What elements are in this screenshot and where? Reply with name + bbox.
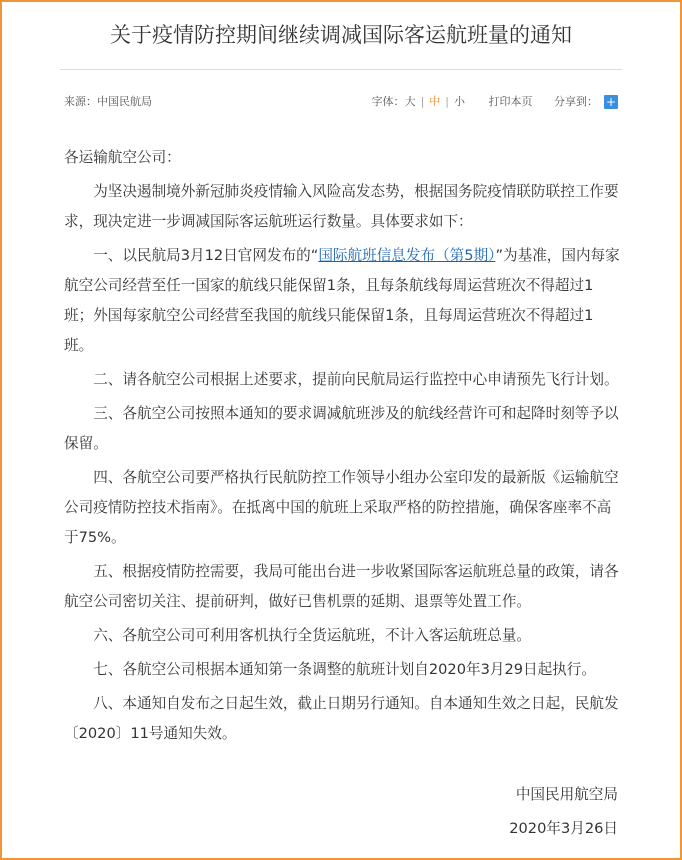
item-1-text-after: ”为基准，国内每家航空公司经营至任一国家的航线只能保留1条，且每条航线每周运营班次不得超过1班；外国每家航空公司经营至我国的航线只能保留1条，且每周运营班次不得超过1班。 [64, 247, 620, 354]
article-tools [372, 92, 618, 112]
item-1-paragraph [64, 241, 622, 361]
item-6-paragraph: 六、各航空公司可利用客机执行全货运航班，不计入客运航班总量。 [93, 627, 532, 644]
font-size-small-button[interactable]: 小 [454, 95, 465, 108]
signature-block [509, 780, 618, 848]
item-5-paragraph: 五、根据疫情防控需要，我局可能出台进一步收紧国际客运航班总量的政策，请各航空公司密切关注、提前研判，做好已售机票的延期、退票等处置工作。 [64, 563, 619, 610]
item-1-text-before: 一、以民航局3月12日官网发布的“ [93, 247, 319, 264]
share-label: 分享到： [554, 95, 598, 108]
item-8-paragraph: 八、本通知自发布之日起生效，截止日期另行通知。自本通知生效之日起，民航发〔2020〕11号通知失效。 [64, 695, 619, 742]
font-size-separator: | [445, 95, 449, 108]
page-title: 关于疫情防控期间继续调减国际客运航班量的通知 [110, 23, 572, 47]
font-size-medium-button[interactable]: 中 [429, 95, 441, 108]
font-size-separator: | [420, 95, 425, 108]
title-divider [60, 69, 622, 70]
item-4-paragraph: 四、各航空公司要严格执行民航防控工作领导小组办公室印发的最新版《运输航空公司疫情防控技术指南》。在抵离中国的航班上采取严格的防控措施，确保客座率不高于75%。 [64, 469, 619, 546]
greeting: 各运输航空公司： [64, 149, 181, 166]
item-3-paragraph: 三、各航空公司按照本通知的要求调减航班涉及的航线经营许可和起降时刻等予以保留。 [64, 405, 619, 452]
item-2-paragraph: 二、请各航空公司根据上述要求，提前向民航局运行监控中心申请预先飞行计划。 [93, 371, 619, 388]
article-body [64, 143, 622, 753]
intro-paragraph: 为坚决遏制境外新冠肺炎疫情输入风险高发态势，根据国务院疫情联防联控工作要求，现决定进一步调减国际客运航班运行数量。具体要求如下： [64, 183, 619, 230]
print-page-link[interactable]: 打印本页 [488, 95, 533, 108]
source-label: 来源：中国民航局 [64, 95, 152, 108]
meta-bar [64, 92, 618, 112]
flight-info-link[interactable]: 国际航班信息发布（第5期） [318, 247, 496, 264]
font-size-large-button[interactable]: 大 [404, 95, 416, 108]
share-plus-icon[interactable]: + [605, 95, 617, 109]
item-7-paragraph: 七、各航空公司根据本通知第一条调整的航班计划自2020年3月29日起执行。 [93, 661, 596, 678]
font-size-label: 字体： [371, 95, 405, 108]
signature-date: 2020年3月26日 [509, 820, 618, 837]
signature-organization: 中国民用航空局 [515, 786, 618, 803]
